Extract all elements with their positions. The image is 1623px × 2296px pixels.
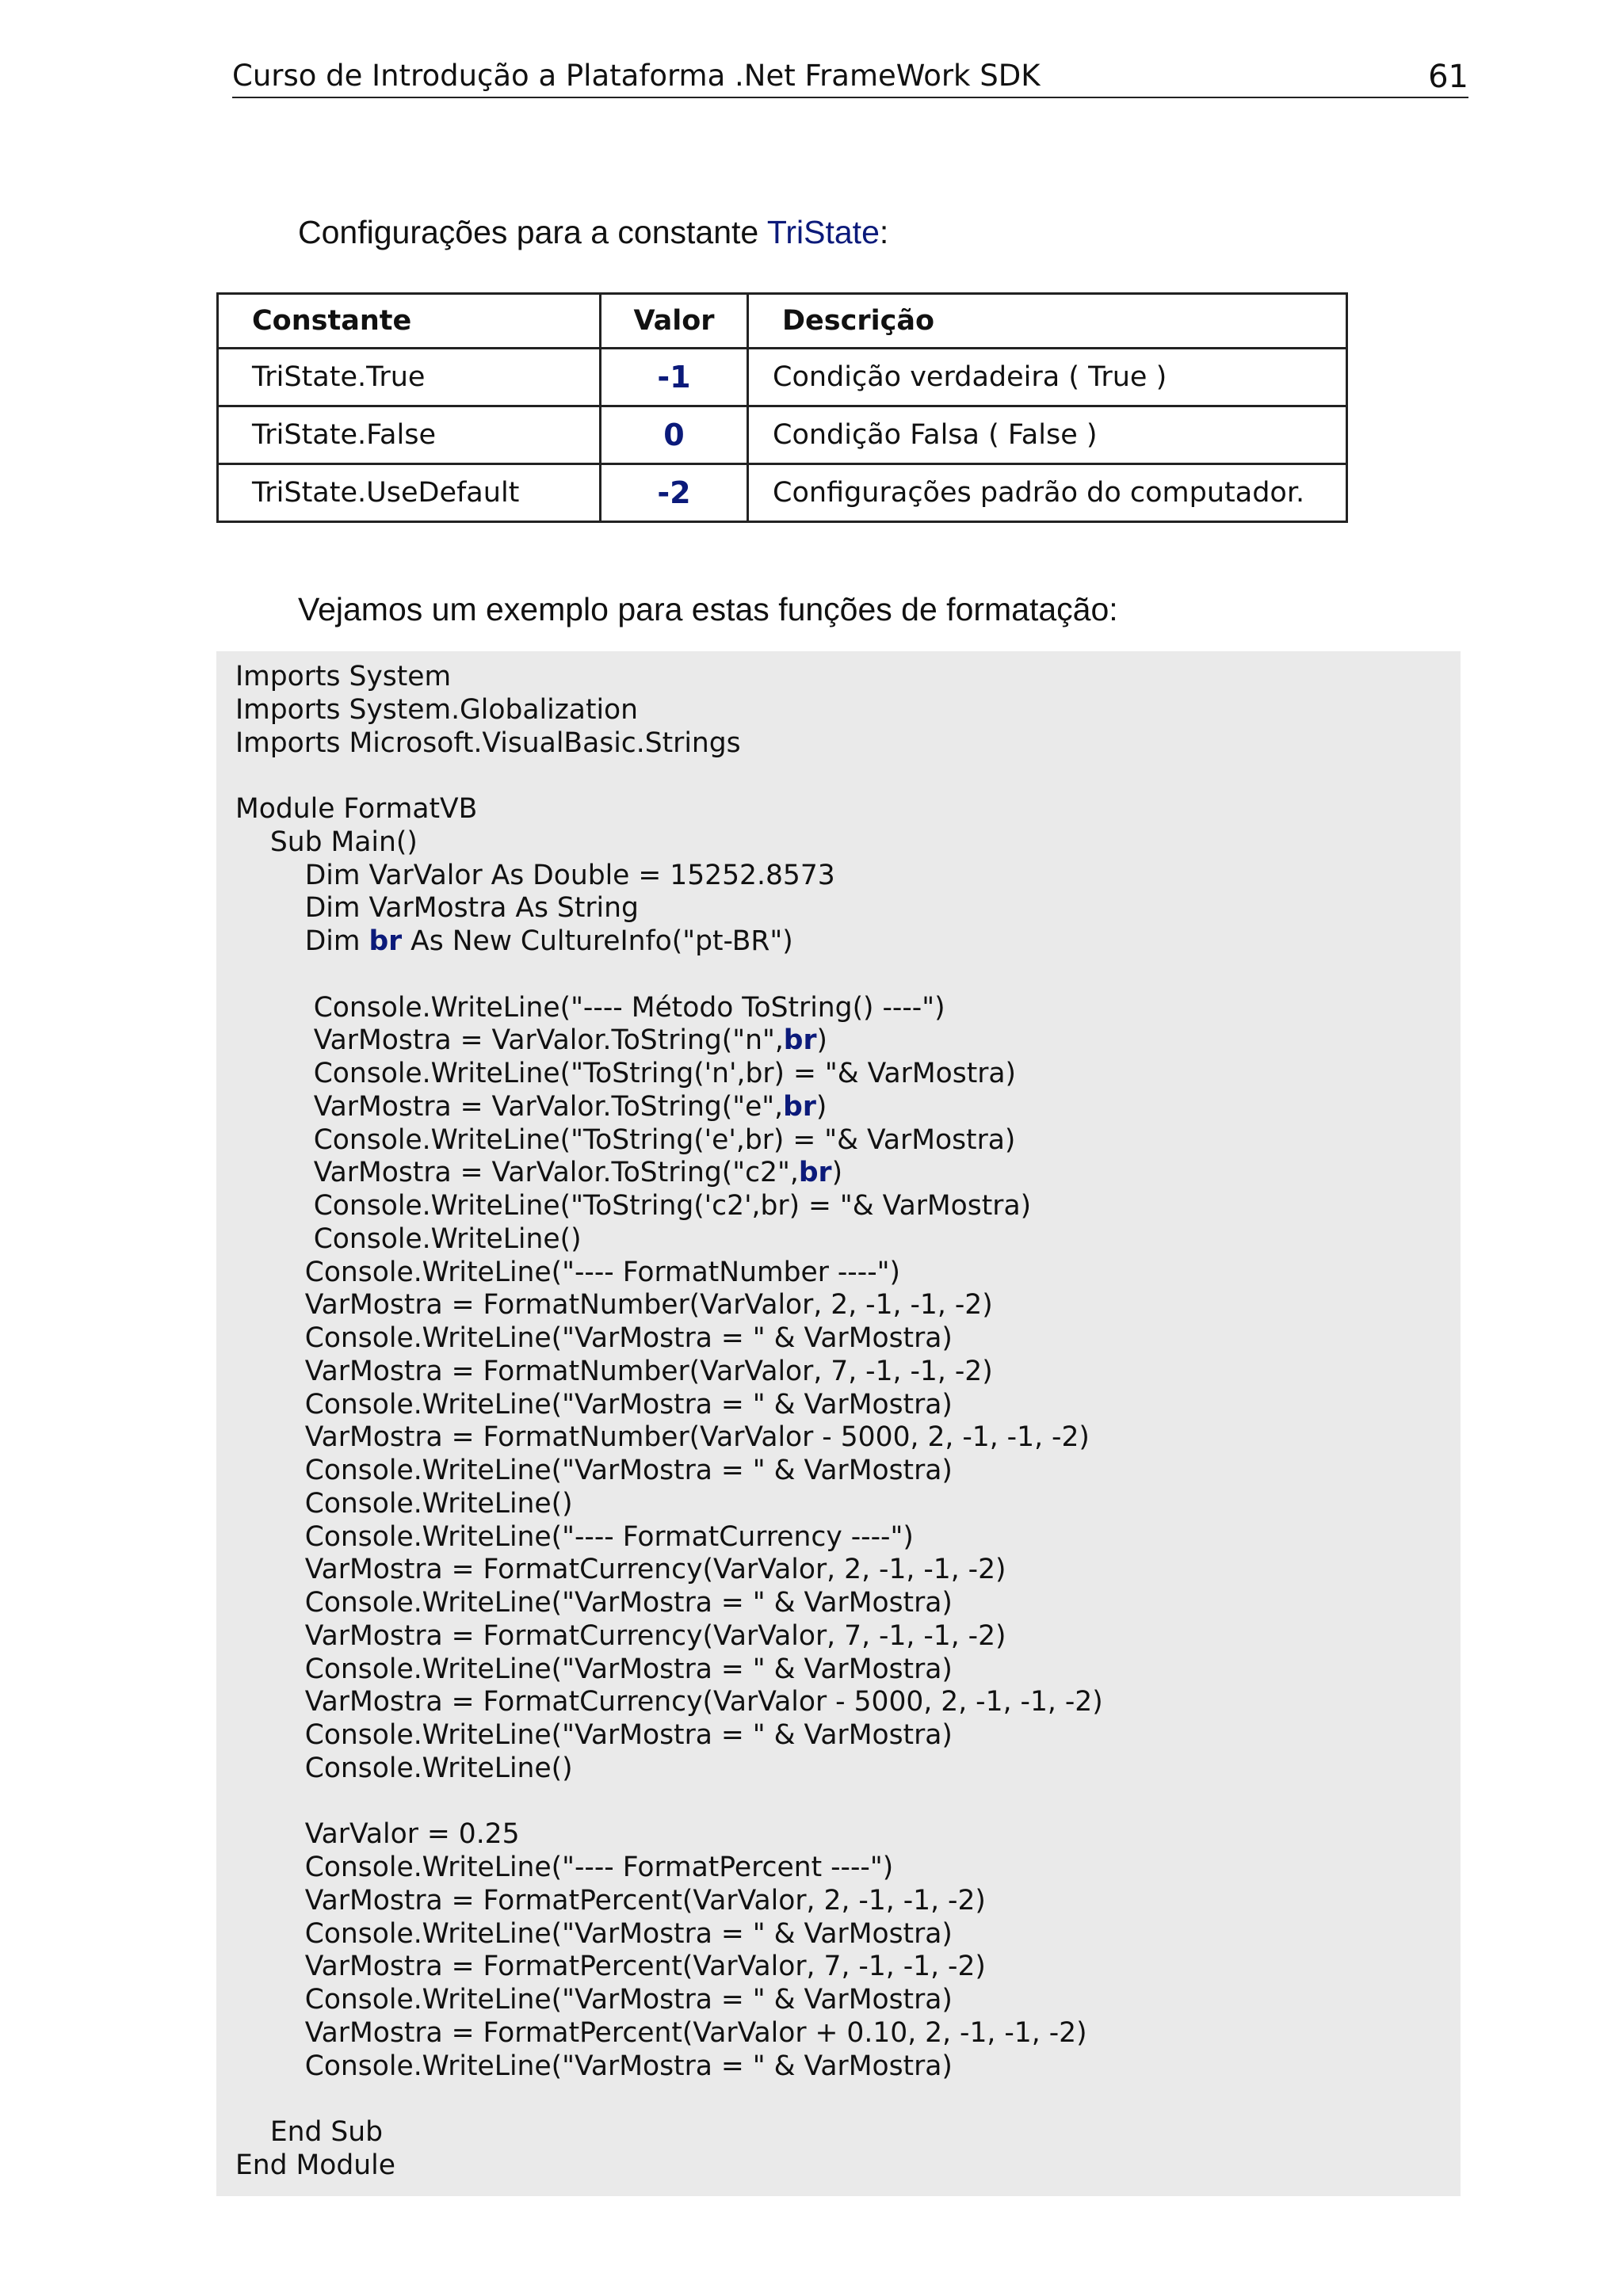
highlight-br: br — [783, 1090, 816, 1123]
code-line: Console.WriteLine("ToString('n',br) = "& VarMostra) — [235, 1058, 1017, 1089]
code-line: Console.WriteLine("VarMostra = " & VarMostra) — [235, 1388, 953, 1421]
code-line: VarMostra = FormatPercent(VarValor + 0.10, 2, -1, -1, -2) — [235, 2016, 1087, 2049]
page-number: 61 — [1428, 59, 1468, 95]
code-line: Module FormatVB — [235, 793, 478, 825]
code-line: VarMostra = FormatNumber(VarValor, 7, -1, -1, -2) — [235, 1355, 993, 1387]
code-line: Imports System — [235, 661, 452, 692]
code-line: Console.WriteLine() — [235, 1222, 582, 1255]
table-header-row — [218, 294, 1347, 349]
code-line: Console.WriteLine("VarMostra = " & VarMostra) — [235, 1587, 953, 1619]
table-row — [218, 464, 1347, 522]
intro-accent: TriState — [766, 214, 880, 250]
code-line: VarValor = 0.25 — [235, 1818, 520, 1851]
code-line: VarMostra = VarValor.ToString("n",br) — [235, 1024, 827, 1057]
code-line: Console.WriteLine("VarMostra = " & VarMostra) — [235, 2050, 953, 2082]
table-row — [218, 349, 1347, 406]
code-line: Console.WriteLine("VarMostra = " & VarMostra) — [235, 1322, 953, 1354]
code-line — [235, 760, 1103, 793]
code-line: VarMostra = VarValor.ToString("e",br) — [235, 1090, 827, 1123]
cell-valor: -2 — [601, 464, 748, 522]
cell-descricao: Condição Falsa ( False ) — [748, 406, 1347, 464]
table-row — [218, 406, 1347, 464]
code-line: VarMostra = FormatCurrency(VarValor - 5000, 2, -1, -1, -2) — [235, 1686, 1103, 1718]
code-line: VarMostra = FormatCurrency(VarValor, 7, -1, -1, -2) — [235, 1619, 1006, 1652]
highlight-br: br — [798, 1157, 832, 1189]
code-line: Console.WriteLine() — [235, 1487, 573, 1520]
tristate-table — [216, 292, 1348, 523]
highlight-br: br — [369, 925, 403, 957]
code-line: VarMostra = FormatPercent(VarValor, 2, -1, -1, -2) — [235, 1884, 986, 1917]
code-line: Console.WriteLine("VarMostra = " & VarMostra) — [235, 1984, 953, 2016]
code-line: Console.WriteLine("ToString('c2',br) = "& VarMostra) — [235, 1190, 1032, 1222]
code-line: Console.WriteLine() — [235, 1752, 573, 1784]
tristate-intro — [298, 214, 888, 251]
code-line: Imports Microsoft.VisualBasic.Strings — [235, 727, 741, 759]
code-line: VarMostra = FormatNumber(VarValor - 5000, 2, -1, -1, -2) — [235, 1421, 1090, 1454]
header-constante: Constante — [218, 294, 601, 349]
cell-valor: -1 — [601, 349, 748, 406]
cell-constante: TriState.UseDefault — [218, 464, 601, 522]
code-line: End Module — [235, 2149, 395, 2181]
page-header — [232, 55, 1468, 98]
code-line: End Sub — [235, 2116, 384, 2148]
code-line: Sub Main() — [235, 826, 418, 858]
header-descricao: Descrição — [748, 294, 1347, 349]
code-line: Dim VarValor As Double = 15252.8573 — [235, 859, 835, 891]
code-line — [235, 1786, 1103, 1819]
cell-constante: TriState.False — [218, 406, 601, 464]
code-line: Console.WriteLine("ToString('e',br) = "& VarMostra) — [235, 1123, 1016, 1156]
header-valor: Valor — [601, 294, 748, 349]
cell-constante: TriState.True — [218, 349, 601, 406]
code-line: VarMostra = VarValor.ToString("c2",br) — [235, 1157, 843, 1189]
code-block — [216, 651, 1461, 2196]
code-listing — [235, 661, 1103, 2183]
code-line: Console.WriteLine("---- FormatNumber ----") — [235, 1256, 900, 1288]
code-line: VarMostra = FormatPercent(VarValor, 7, -1, -1, -2) — [235, 1951, 986, 1983]
cell-descricao: Configurações padrão do computador. — [748, 464, 1347, 522]
code-line: Console.WriteLine("---- FormatCurrency ----") — [235, 1520, 914, 1553]
code-line: Dim br As New CultureInfo("pt-BR") — [235, 925, 793, 957]
code-line: VarMostra = FormatCurrency(VarValor, 2, -1, -1, -2) — [235, 1554, 1006, 1586]
code-line: Imports System.Globalization — [235, 693, 639, 726]
code-line — [235, 2083, 1103, 2116]
cell-valor: 0 — [601, 406, 748, 464]
code-line: Console.WriteLine("VarMostra = " & VarMostra) — [235, 1719, 953, 1751]
cell-descricao: Condição verdadeira ( True ) — [748, 349, 1347, 406]
code-line: Console.WriteLine("---- Método ToString() ----") — [235, 991, 945, 1024]
code-line: Dim VarMostra As String — [235, 892, 639, 925]
highlight-br: br — [783, 1024, 817, 1057]
intro-prefix: Configurações para a constante — [298, 214, 767, 250]
intro-suffix: : — [879, 214, 889, 250]
code-line: Console.WriteLine("VarMostra = " & VarMostra) — [235, 1455, 953, 1486]
example-intro: Vejamos um exemplo para estas funções de formatação: — [298, 591, 1118, 627]
code-line: VarMostra = FormatNumber(VarValor, 2, -1, -1, -2) — [235, 1289, 993, 1322]
header-title: Curso de Introdução a Plataforma .Net FrameWork SDK — [232, 59, 1041, 93]
code-line: Console.WriteLine("---- FormatPercent ----") — [235, 1852, 894, 1883]
code-line: Console.WriteLine("VarMostra = " & VarMostra) — [235, 1917, 953, 1950]
code-line: Console.WriteLine("VarMostra = " & VarMostra) — [235, 1653, 953, 1685]
code-line — [235, 959, 1103, 992]
